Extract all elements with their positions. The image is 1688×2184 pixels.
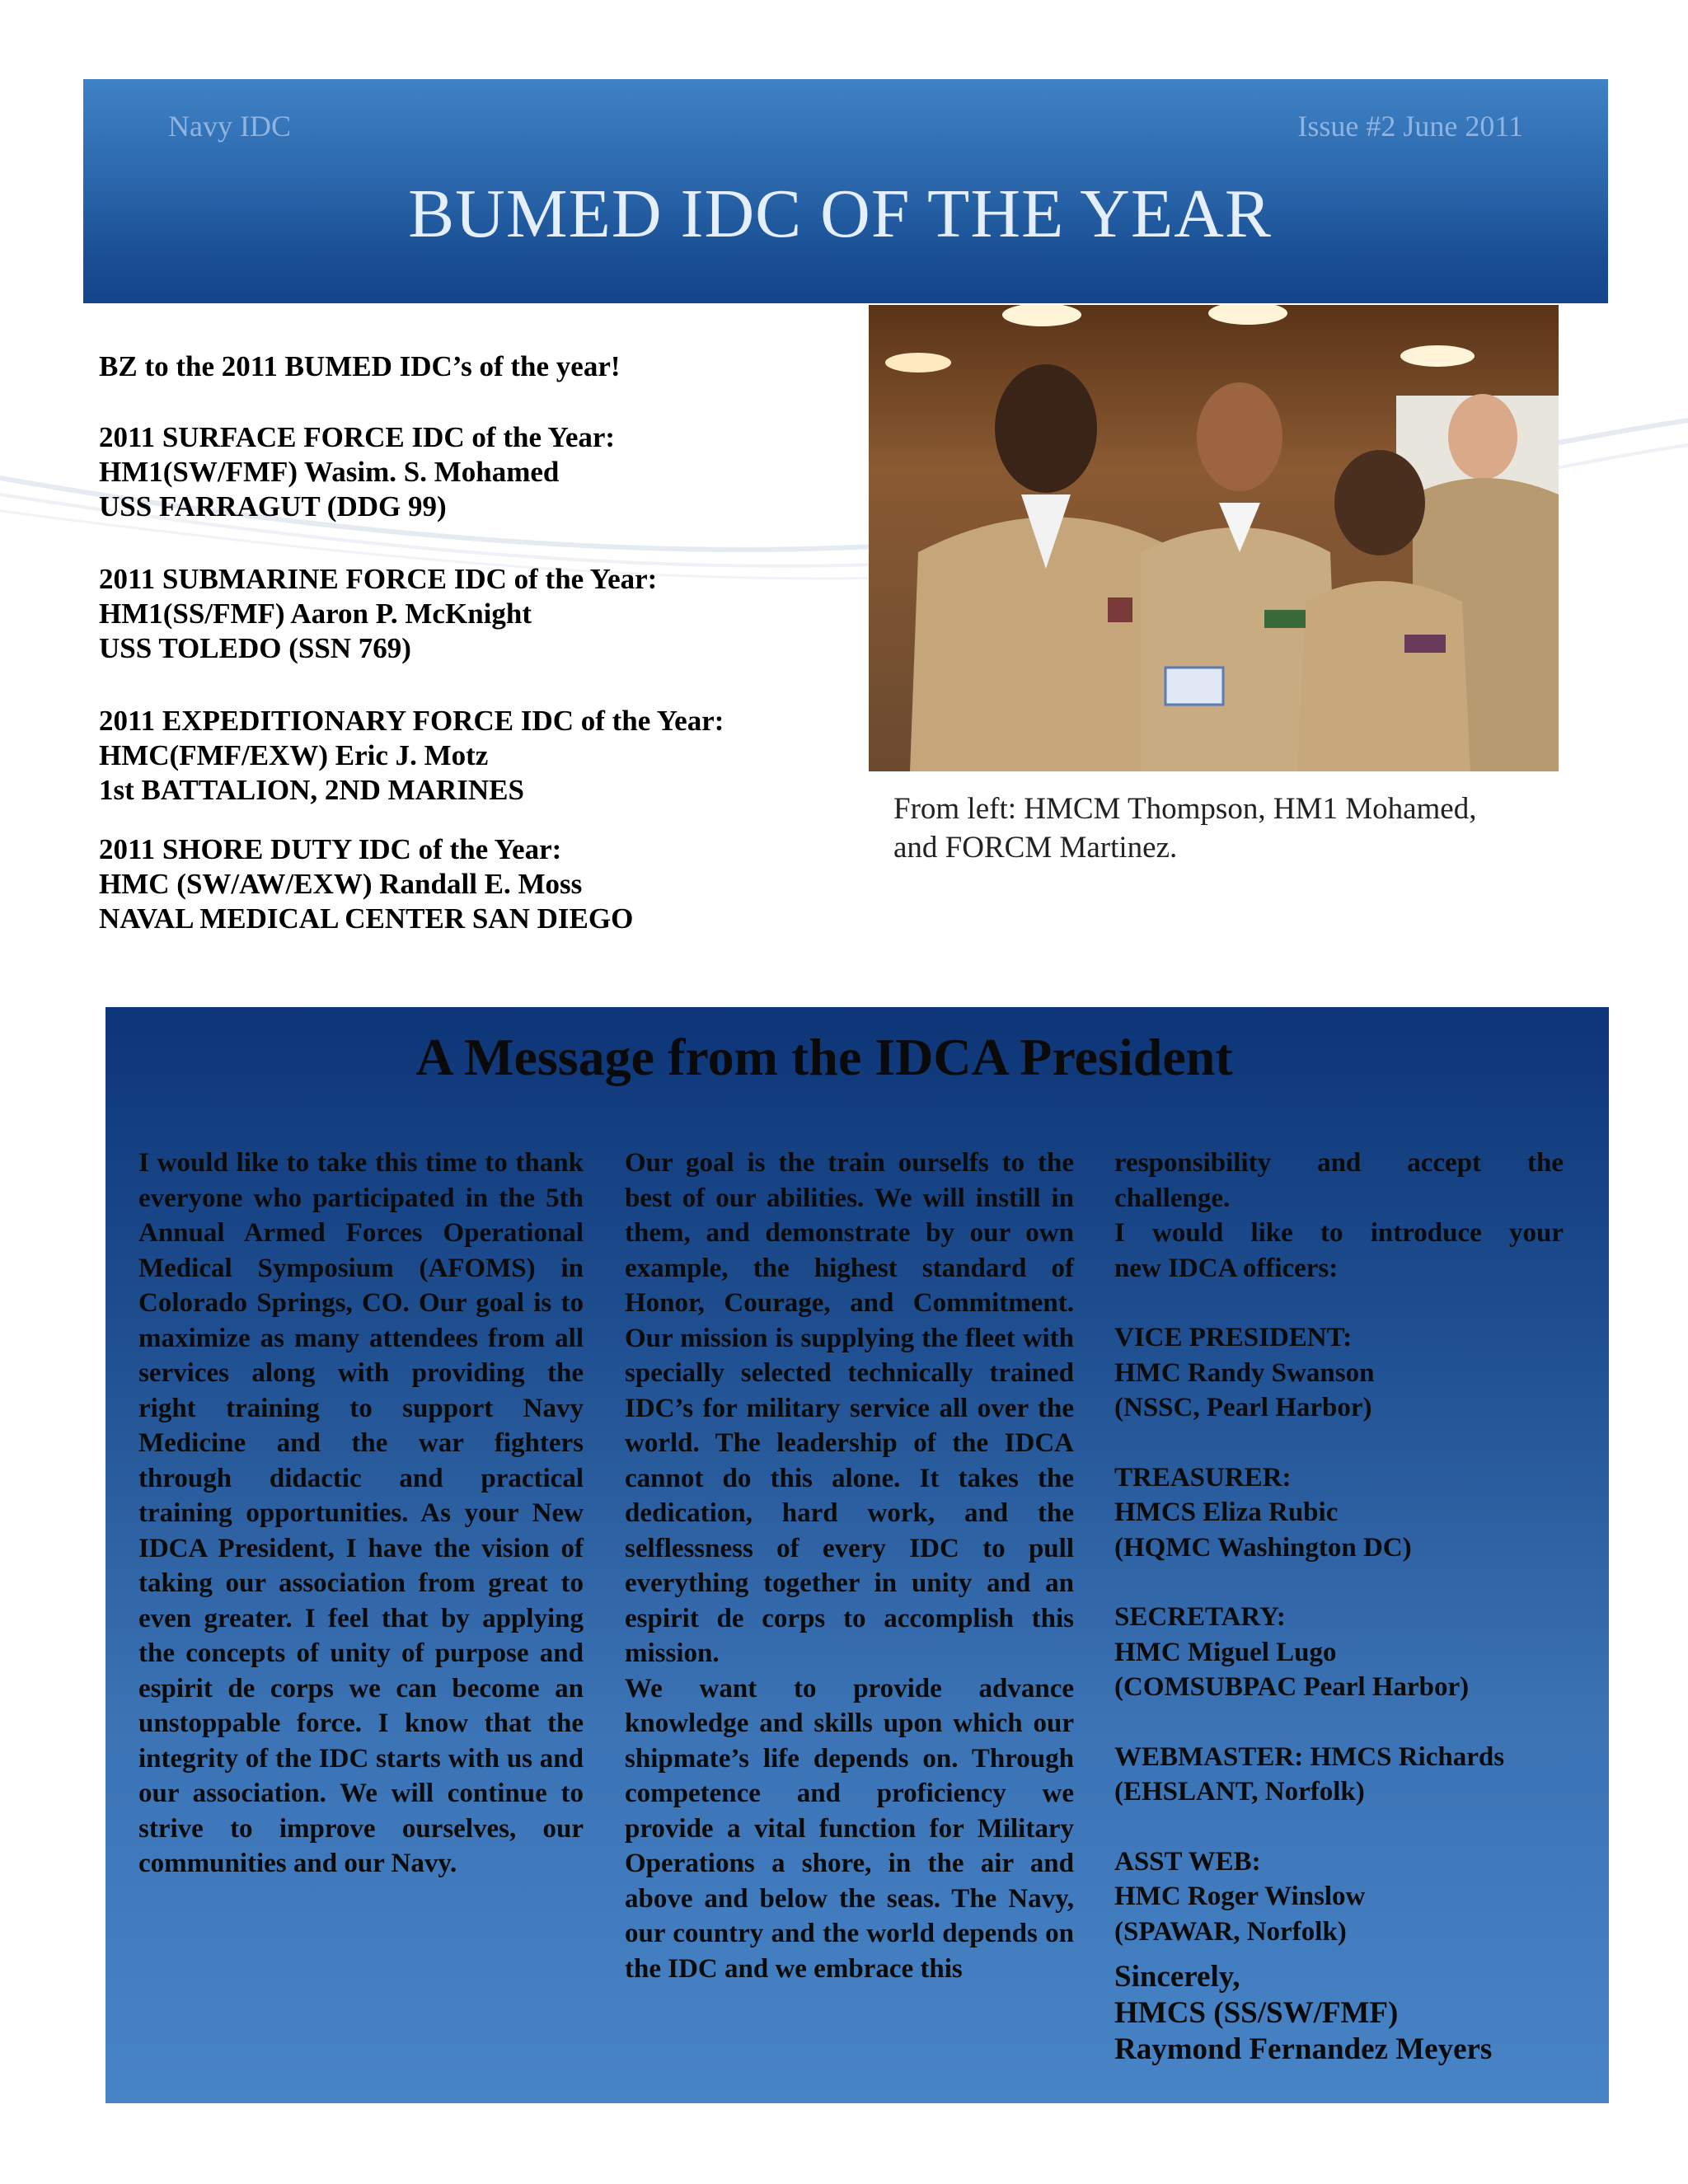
publisher-label: Navy IDC <box>168 110 291 143</box>
president-message <box>106 1007 1609 2103</box>
signature-rank: HMCS (SS/SW/FMF) <box>1114 1996 1399 2030</box>
officer-name: HMCS Eliza Rubic <box>1114 1497 1339 1527</box>
issue-label: Issue #2 June 2011 <box>1297 110 1523 143</box>
winner-unit: NAVAL MEDICAL CENTER SAN DIEGO <box>99 902 634 935</box>
signoff: Sincerely, <box>1114 1960 1240 1994</box>
officer-unit: (SPAWAR, Norfolk) <box>1114 1916 1347 1947</box>
officer-vice-president <box>1114 1320 1564 1426</box>
officer-name: HMC Roger Winslow <box>1114 1882 1366 1911</box>
message-column-3 <box>1114 1146 1564 2068</box>
winner-unit: USS FARRAGUT (DDG 99) <box>99 490 447 523</box>
message-heading: A Message from the IDCA President <box>415 1028 1233 1086</box>
message-paragraph: Our goal is the train ourselfs to the best of our abilities. We will instill in them, and demonstrate by our own example, the highest standard of Honor, Courage, and Commitment. Our mission is supplying the fleet with specially selected technically trained IDC’s for military service all over the world. The leadership of the IDCA cannot do this alone. It takes the dedication, hard work, and the selflessness of every IDC to pull everything together in unity and an espirit de corps to accomplish this mission. <box>625 1148 1074 1668</box>
officer-name: HMC Miguel Lugo <box>1114 1637 1337 1667</box>
officer-asst-web <box>1114 1844 1564 1950</box>
page-title: BUMED IDC OF THE YEAR <box>408 176 1272 252</box>
winner-unit: USS TOLEDO (SSN 769) <box>99 632 411 664</box>
award-title: 2011 EXPEDITIONARY FORCE IDC of the Year: <box>99 705 724 737</box>
header-banner <box>83 79 1608 303</box>
winners-intro: BZ to the 2011 BUMED IDC’s of the year! <box>99 350 621 382</box>
winner-expeditionary <box>99 704 857 808</box>
officer-name: HMC Randy Swanson <box>1114 1357 1375 1388</box>
officer-unit: (HQMC Washington DC) <box>1114 1532 1412 1563</box>
message-text: challenge. <box>1114 1183 1231 1213</box>
officer-role: WEBMASTER: HMCS Richards <box>1114 1741 1505 1772</box>
winner-name: HMC(FMF/EXW) Eric J. Motz <box>99 739 489 771</box>
winner-name: HM1(SS/FMF) Aaron P. McKnight <box>99 598 532 630</box>
message-column-2 <box>625 1146 1074 1986</box>
officer-role: ASST WEB: <box>1114 1846 1261 1877</box>
winner-shore <box>99 832 857 936</box>
officer-unit: (EHSLANT, Norfolk) <box>1114 1777 1365 1807</box>
message-text: responsibility and accept the <box>1114 1148 1564 1178</box>
winner-submarine <box>99 562 857 666</box>
group-photo <box>869 305 1559 771</box>
officer-unit: (NSSC, Pearl Harbor) <box>1114 1393 1372 1422</box>
award-title: 2011 SURFACE FORCE IDC of the Year: <box>99 421 616 453</box>
winner-name: HM1(SW/FMF) Wasim. S. Mohamed <box>99 456 560 488</box>
signature-block <box>1114 1959 1564 2068</box>
message-text: I would like to introduce your <box>1114 1218 1564 1248</box>
message-column-1: I would like to take this time to thank everyone who participated in the 5th Annual Armed Forces Operational Medical Symposium (AFOMS) in Colorado Springs, CO. Our goal is to maximize as many attendees from all services along with providing the right training to support Navy Medicine and the war fighters through didactic and practical training opportunities. As your New IDCA President, I have the vision of taking our association from great to even greater. I feel that by applying the concepts of unity of purpose and espirit de corps we can become an unstoppable force. I know that the integrity of the IDC starts with us and our association. We will continue to strive to improve ourselves, our communities and our Navy. <box>138 1148 584 1878</box>
winner-unit: 1st BATTALION, 2ND MARINES <box>99 774 524 806</box>
photo-caption: From left: HMCM Thompson, HM1 Mohamed, and FORCM Martinez. <box>893 792 1477 865</box>
signature-name: Raymond Fernandez Meyers <box>1114 2032 1493 2066</box>
officer-role: SECRETARY: <box>1114 1602 1286 1632</box>
winners-list <box>99 349 857 974</box>
officer-secretary <box>1114 1600 1564 1705</box>
officer-role: TREASURER: <box>1114 1462 1292 1493</box>
photo-illustration <box>869 305 1559 771</box>
message-text: new IDCA officers: <box>1114 1253 1339 1283</box>
officer-role: VICE PRESIDENT: <box>1114 1323 1353 1352</box>
winner-surface <box>99 420 857 524</box>
officer-webmaster <box>1114 1740 1564 1810</box>
award-title: 2011 SHORE DUTY IDC of the Year: <box>99 833 562 865</box>
officer-unit: (COMSUBPAC Pearl Harbor) <box>1114 1672 1470 1702</box>
winner-name: HMC (SW/AW/EXW) Randall E. Moss <box>99 868 583 900</box>
message-paragraph: We want to provide advance knowledge and skills upon which our shipmate’s life depends on. Through competence and proficiency we provide a vital function for Military Operations a shore, in the air and above and below the seas. The Navy, our country and the world depends on the IDC and we embrace this <box>625 1673 1074 1984</box>
officer-treasurer <box>1114 1460 1564 1566</box>
award-title: 2011 SUBMARINE FORCE IDC of the Year: <box>99 563 658 595</box>
